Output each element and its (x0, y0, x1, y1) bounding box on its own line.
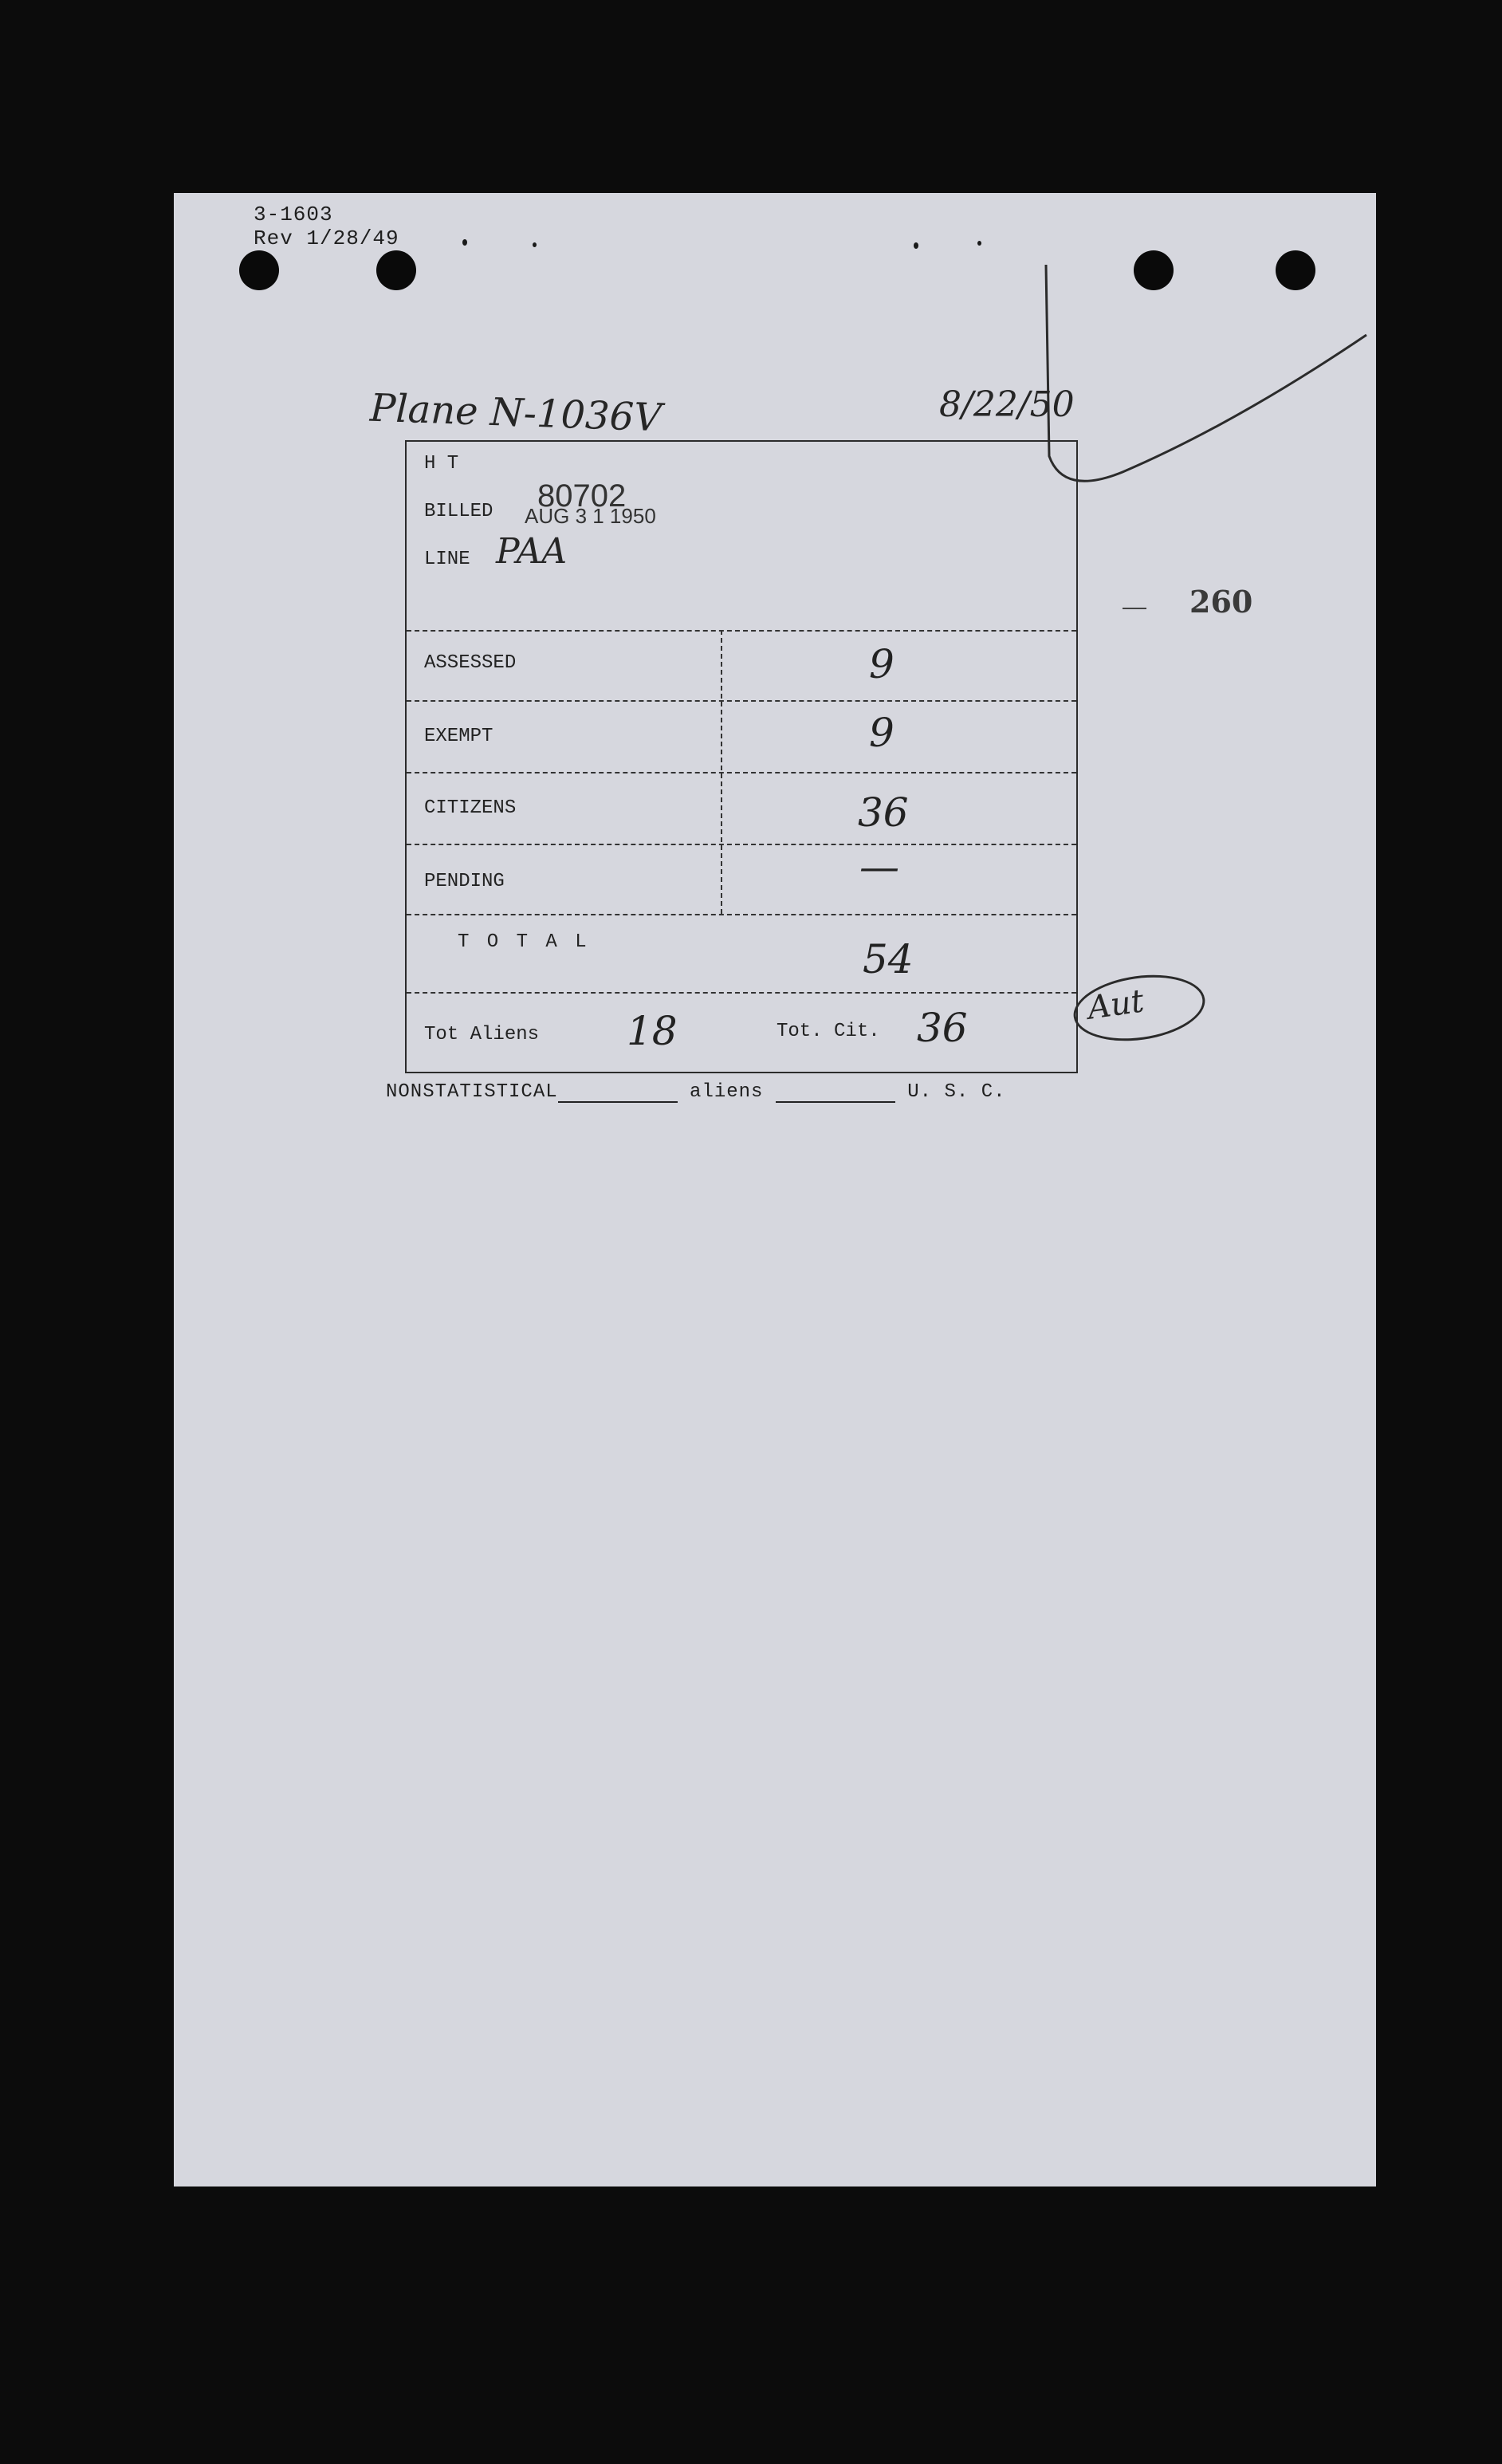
manifest-form-box (405, 440, 1078, 1073)
usc-label: U. S. C. (907, 1081, 1006, 1103)
row-citizens (407, 773, 1076, 845)
header-area (407, 442, 1076, 632)
initials-oval (1069, 967, 1209, 1049)
footer-line (386, 1081, 1006, 1103)
line-label: LINE (424, 549, 470, 570)
row-value: 9 (869, 710, 895, 756)
row-assessed (407, 630, 1076, 702)
tot-aliens-label: Tot Aliens (424, 1024, 540, 1045)
ht-label: H T (424, 453, 459, 474)
row-label: ASSESSED (424, 652, 517, 674)
row-exempt (407, 702, 1076, 773)
row-label: EXEMPT (424, 726, 493, 747)
row-value: — (859, 844, 899, 890)
total-value: 54 (863, 936, 914, 982)
row-totals (407, 994, 1076, 1070)
aliens-label: aliens (690, 1081, 764, 1103)
row-value: 9 (869, 641, 895, 687)
line-value: PAA (496, 531, 568, 572)
row-label: PENDING (424, 871, 505, 892)
tot-aliens-value: 18 (627, 1008, 678, 1054)
form-code (254, 203, 399, 250)
row-value: 36 (858, 789, 909, 836)
billed-number-stamp: 80702 (537, 478, 627, 514)
form-revision: Rev 1/28/49 (254, 226, 399, 250)
billed-label: BILLED (424, 501, 493, 522)
row-label: CITIZENS (424, 797, 517, 819)
row-pending (407, 845, 1076, 915)
initials: Aut (1085, 982, 1146, 1027)
document-sheet (174, 193, 1376, 2187)
handwritten-date: 8/22/50 (939, 384, 1075, 425)
tot-cit-value: 36 (917, 1005, 968, 1051)
column-divider (721, 630, 722, 914)
billed-date-stamp: AUG 3 1 1950 (525, 504, 656, 528)
plane-number: Plane N-1036V (369, 385, 663, 441)
blank-line (776, 1101, 895, 1103)
page-number: 260 (1189, 584, 1253, 620)
nonstatistical-label: NONSTATISTICAL (386, 1081, 558, 1103)
blank-line (558, 1101, 678, 1103)
row-total (407, 915, 1076, 994)
tot-cit-label: Tot. Cit. (777, 1021, 880, 1042)
total-label: T O T A L (458, 931, 590, 953)
dash-mark (1123, 608, 1146, 609)
form-number: 3-1603 (254, 203, 333, 226)
